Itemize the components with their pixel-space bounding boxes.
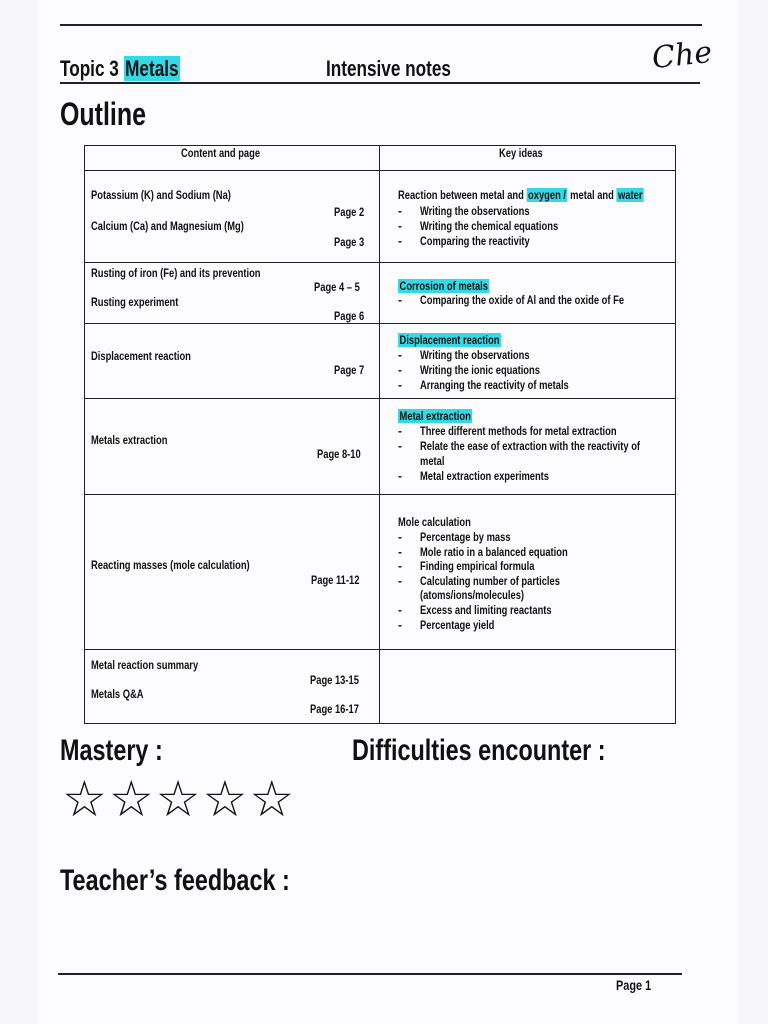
column-header-key-ideas: Key ideas xyxy=(380,146,676,171)
key-item: Percentage yield xyxy=(420,618,495,632)
star-icon[interactable]: ☆ xyxy=(108,770,154,828)
content-label: Metal reaction summary xyxy=(91,658,199,672)
key-item: Comparing the oxide of Al and the oxide of Fe xyxy=(420,293,625,307)
bullet: - xyxy=(398,439,402,453)
page-ref: Page 16-17 xyxy=(310,702,360,716)
mastery-star-rating[interactable] xyxy=(62,770,294,828)
key-title: Mole calculation xyxy=(398,515,471,529)
page-ref: Page 6 xyxy=(334,309,365,323)
key-title: Reaction between metal and oxygen / metal and water xyxy=(398,188,643,202)
page-ref: Page 2 xyxy=(334,205,365,219)
bullet: - xyxy=(398,219,402,233)
key-item: Excess and limiting reactants xyxy=(420,603,552,617)
bullet: - xyxy=(398,469,402,483)
topic-name: Metals xyxy=(125,56,179,81)
content-cell xyxy=(85,399,380,495)
bullet: - xyxy=(398,348,402,362)
star-icon[interactable]: ☆ xyxy=(249,770,295,828)
bullet: - xyxy=(398,618,402,632)
key-ideas-cell xyxy=(380,495,676,650)
page-ref: Page 4 – 5 xyxy=(314,280,361,294)
bullet: - xyxy=(398,363,402,377)
content-label: Reacting masses (mole calculation) xyxy=(91,558,250,572)
page-ref: Page 7 xyxy=(334,363,365,377)
outline-title: Outline xyxy=(60,96,146,132)
star-icon[interactable]: ☆ xyxy=(202,770,248,828)
key-item: Writing the ionic equations xyxy=(420,363,540,377)
content-cell xyxy=(85,171,380,263)
bullet: - xyxy=(398,559,402,573)
notes-title: Intensive notes xyxy=(326,56,451,81)
key-item: Writing the observations xyxy=(420,204,530,218)
key-item: Calculating number of particles xyxy=(420,574,560,588)
topic-title xyxy=(60,56,214,82)
key-item: Comparing the reactivity xyxy=(420,234,530,248)
table-header-row xyxy=(85,146,676,171)
table-row xyxy=(85,399,676,495)
bullet: - xyxy=(398,204,402,218)
content-label: Potassium (K) and Sodium (Na) xyxy=(91,188,231,202)
table-row xyxy=(85,495,676,650)
content-label: Rusting of iron (Fe) and its prevention xyxy=(91,266,261,280)
star-icon[interactable]: ☆ xyxy=(155,770,201,828)
table-row xyxy=(85,324,676,399)
key-title: Corrosion of metals xyxy=(399,279,488,293)
content-cell xyxy=(85,324,380,399)
bullet: - xyxy=(398,545,402,559)
content-label: Calcium (Ca) and Magnesium (Mg) xyxy=(91,219,244,233)
page-ref: Page 3 xyxy=(334,235,365,249)
key-item: Writing the chemical equations xyxy=(420,219,559,233)
table-row xyxy=(85,171,676,263)
key-item: Writing the observations xyxy=(420,348,530,362)
bullet: - xyxy=(398,530,402,544)
page-ref: Page 11-12 xyxy=(310,573,360,587)
star-icon[interactable]: ☆ xyxy=(62,770,107,828)
content-label: Metals extraction xyxy=(91,433,168,447)
bullet: - xyxy=(398,603,402,617)
key-title: Metal extraction xyxy=(399,409,471,423)
content-cell xyxy=(85,263,380,324)
bullet: - xyxy=(398,378,402,392)
difficulties-label: Difficulties encounter : xyxy=(352,734,606,767)
key-item: Arranging the reactivity of metals xyxy=(420,378,569,392)
column-header-content: Content and page xyxy=(85,146,380,171)
key-ideas-cell-empty xyxy=(380,650,676,724)
content-cell xyxy=(85,495,380,650)
page-ref: Page 8-10 xyxy=(316,447,361,461)
key-item: Finding empirical formula xyxy=(420,559,535,573)
key-item: Metal extraction experiments xyxy=(420,469,550,483)
content-label: Displacement reaction xyxy=(91,349,191,363)
teacher-feedback-label: Teacher’s feedback : xyxy=(60,864,290,897)
key-item: (atoms/ions/molecules) xyxy=(420,588,525,602)
bullet: - xyxy=(398,234,402,248)
page-number: Page 1 xyxy=(616,977,652,993)
key-item: Mole ratio in a balanced equation xyxy=(420,545,568,559)
outline-table xyxy=(84,145,676,724)
bullet: - xyxy=(398,293,402,307)
key-ideas-cell xyxy=(380,324,676,399)
topic-prefix: Topic 3 xyxy=(60,56,119,81)
key-item: Relate the ease of extraction with the reactivity of xyxy=(420,439,641,453)
bullet: - xyxy=(398,424,402,438)
table-row xyxy=(85,263,676,324)
key-ideas-cell xyxy=(380,171,676,263)
page-ref: Page 13-15 xyxy=(310,673,360,687)
key-item: metal xyxy=(420,454,445,468)
bullet: - xyxy=(398,574,402,588)
table-row xyxy=(85,650,676,724)
handwritten-mark: Che xyxy=(650,34,714,77)
content-cell xyxy=(85,650,380,724)
footer-rule xyxy=(58,973,682,975)
key-ideas-cell xyxy=(380,399,676,495)
key-ideas-cell xyxy=(380,263,676,324)
mastery-label: Mastery : xyxy=(60,734,163,767)
top-rule xyxy=(60,24,702,26)
key-item: Three different methods for metal extraction xyxy=(420,424,617,438)
header-rule xyxy=(60,82,700,84)
content-label: Metals Q&A xyxy=(91,687,144,701)
key-title: Displacement reaction xyxy=(399,333,500,347)
key-item: Percentage by mass xyxy=(420,530,511,544)
content-label: Rusting experiment xyxy=(91,295,179,309)
